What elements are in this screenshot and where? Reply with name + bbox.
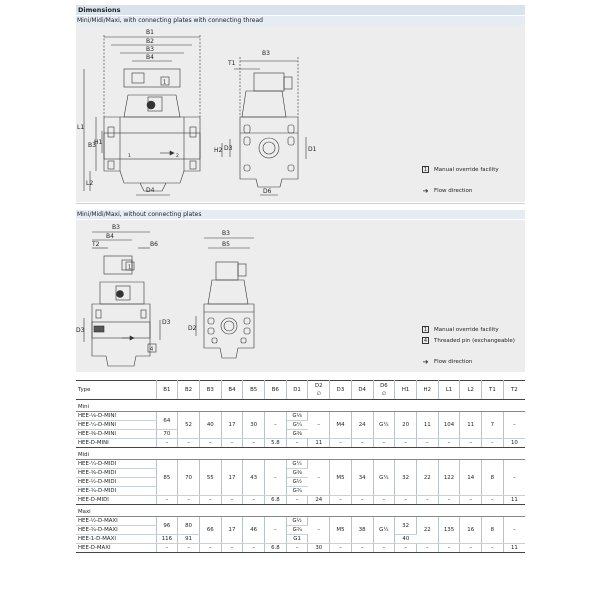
table-header-row — [76, 381, 525, 400]
legend-flow — [422, 187, 472, 195]
th-b1: B1 — [156, 381, 178, 400]
dim2-d2: D2 — [188, 325, 197, 332]
flow-arrow-icon: ➔ — [422, 187, 429, 195]
callout2-4: 4 — [150, 346, 154, 353]
dimensions-table — [76, 380, 525, 553]
diameter-symbol: ∅ — [316, 391, 321, 397]
dim2-b5: B5 — [222, 241, 230, 248]
callout-1: 1 — [163, 79, 167, 86]
dim2-b6: B6 — [150, 241, 158, 248]
th-d4: D4 — [351, 381, 373, 400]
th-b5: B5 — [243, 381, 265, 400]
legend2-override — [422, 326, 499, 333]
dim-b3: B3 — [146, 46, 154, 53]
table-row: HEE-D-MINI – – – – – 5.8 – 11 – – – – – – – – 10 — [76, 439, 525, 448]
table-row: HEE-¾-D-MIDI G¾ — [76, 487, 525, 496]
group-row-maxi: Maxi — [76, 505, 525, 517]
legend2-box-4: 4 — [423, 338, 428, 344]
dim2-b4: B4 — [106, 233, 114, 240]
section1-label: Mini/Midi/Maxi, with connecting plates with connecting thread — [76, 16, 525, 25]
legend-override — [422, 166, 499, 173]
legend2-pin — [422, 337, 515, 344]
th-d6: D6 ∅ — [373, 381, 395, 400]
front-view-2 — [84, 232, 160, 366]
port-1: 1 — [128, 154, 131, 159]
th-h2: H2 — [416, 381, 438, 400]
drawing-with-plates — [76, 25, 525, 202]
th-b4: B4 — [221, 381, 243, 400]
th-h1: H1 — [395, 381, 417, 400]
drawing-without-plates — [76, 220, 525, 372]
flow-arrow-icon: ➔ — [422, 358, 429, 366]
table-row: HEE-⅛-D-MINI 64 52 40 17 30 – G⅛ – M4 24 G¼ 20 11 104 11 7 – — [76, 412, 525, 421]
th-d2: D2 ∅ — [308, 381, 330, 400]
th-t1: T1 — [482, 381, 504, 400]
dim-l2: L2 — [86, 180, 94, 187]
side-view-2 — [196, 238, 254, 358]
dim-l1: L1 — [77, 124, 85, 131]
dim2-d3-right: D3 — [162, 319, 171, 326]
th-b2: B2 — [178, 381, 200, 400]
dimensions-header: Dimensions — [76, 5, 525, 15]
group-row-midi: Midi — [76, 448, 525, 460]
dim2-t2: T2 — [92, 241, 100, 248]
dim-b1: B1 — [146, 29, 154, 36]
table-row: HEE-¼-D-MIDI 85 70 55 17 43 – G¼ – M5 34 G¼ 32 22 122 14 8 – — [76, 460, 525, 469]
table-row: HEE-½-D-MIDI G½ — [76, 478, 525, 487]
dim-d4: D4 — [146, 187, 155, 194]
table-row: HEE-¼-D-MINI G¼ — [76, 421, 525, 430]
table-row: HEE-¾-D-MAXI G¾ — [76, 526, 525, 535]
table-row: HEE-⅜-D-MIDI G⅜ — [76, 469, 525, 478]
dim2-b3: B3 — [112, 224, 120, 231]
side-view — [222, 57, 306, 195]
dim-d3: D3 — [224, 145, 233, 152]
table-row: HEE-⅜-D-MINI 70 G⅜ — [76, 430, 525, 439]
th-b6: B6 — [265, 381, 287, 400]
table-row: HEE-D-MIDI – – – – – 6.8 – 24 – – – – – – – – 11 — [76, 496, 525, 505]
group-row-mini: Mini — [76, 400, 525, 412]
dim2-d3: D3 — [76, 327, 85, 334]
th-l2: L2 — [460, 381, 482, 400]
dim-t1: T1 — [228, 60, 236, 67]
th-d3: D3 — [330, 381, 352, 400]
legend2-flow — [422, 358, 472, 366]
dim-b3v: B3 — [88, 142, 96, 149]
front-view — [84, 35, 200, 195]
table-row: HEE-½-D-MAXI 96 80 66 17 46 – G½ – M5 38 G¼ 32 22 135 16 8 – — [76, 517, 525, 526]
callout2-1: 1 — [128, 264, 132, 271]
dim-b2: B2 — [146, 38, 154, 45]
port-2: 2 — [176, 154, 179, 159]
legend2-pin-text: Threaded pin (exchangeable) — [434, 337, 515, 344]
table-row: HEE-1-D-MAXI 116 91 G1 40 — [76, 535, 525, 544]
legend2-override-text: Manual override facility — [434, 326, 499, 333]
dim-d1: D1 — [308, 146, 317, 153]
th-d1: D1 — [286, 381, 308, 400]
dim-h2: H2 — [214, 147, 223, 154]
section2-label: Mini/Midi/Maxi, without connecting plates — [76, 210, 525, 219]
legend-override-text: Manual override facility — [434, 166, 499, 173]
legend-box-1: 1 — [423, 167, 428, 173]
dim-b4: B4 — [146, 54, 154, 61]
section-divider — [76, 203, 525, 204]
dim-b3-side: B3 — [262, 50, 270, 57]
th-l1: L1 — [438, 381, 460, 400]
dim-d6: D6 — [263, 188, 272, 195]
diameter-symbol: ∅ — [381, 391, 387, 397]
th-b3: B3 — [199, 381, 221, 400]
legend2-flow-text: Flow direction — [434, 359, 473, 365]
dim-h1: H1 — [94, 139, 103, 146]
table-row: HEE-D-MAXI – – – – – 6.8 – 30 – – – – – – – – 11 — [76, 544, 525, 553]
legend2-box-1: 1 — [423, 327, 428, 333]
dim2-b3-side: B3 — [222, 230, 230, 237]
legend-flow-text: Flow direction — [434, 188, 473, 194]
th-t2: T2 — [503, 381, 525, 400]
th-type: Type — [76, 381, 156, 400]
